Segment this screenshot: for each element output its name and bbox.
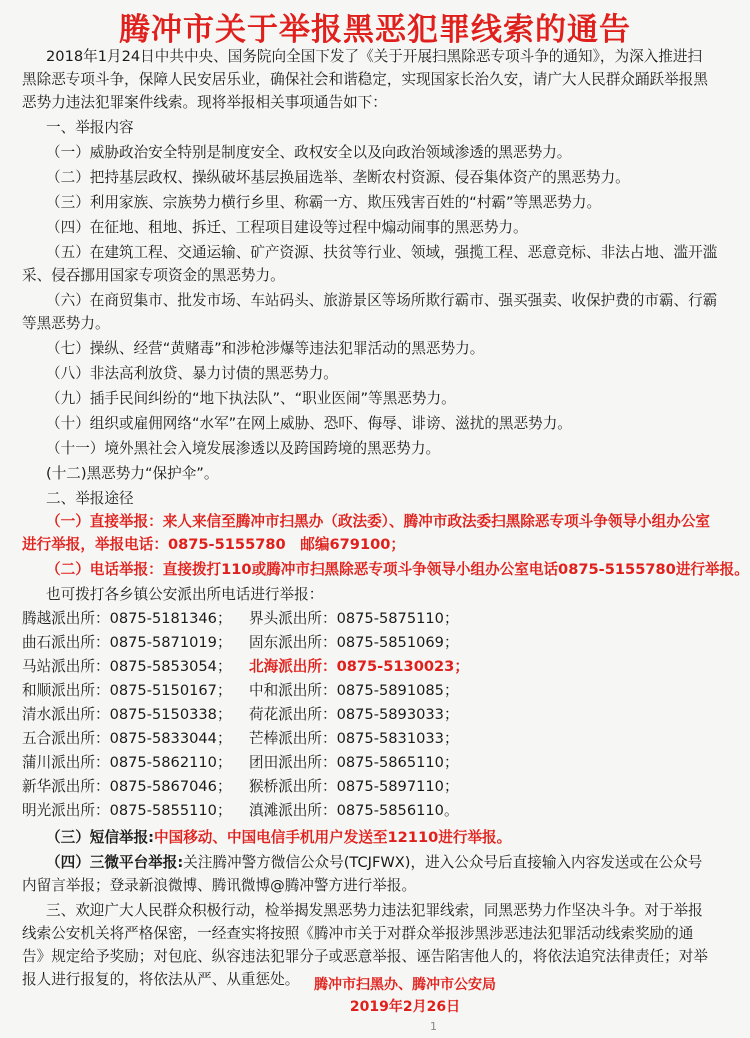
sms-text: 中国移动、中国电信手机用户发送至12110进行举报。 [154, 829, 512, 846]
intro-line-2: 黑除恶专项斗争，保障人民安居乐业，确保社会和谐稳定，实现国家长治久安，请广大人民群众踊跃举报黑 [22, 71, 708, 88]
station-beihai: 北海派出所：0875-5130023； [249, 658, 469, 675]
station-houqiao: 猴桥派出所：0875-5897110； [249, 778, 459, 795]
channel2: （二）电话举报：直接拨打110或腾冲市扫黑除恶专项斗争领导小组办公室电话0875-5155780进行举报。 [46, 561, 749, 578]
station-qushi: 曲石派出所：0875-5871019； [22, 634, 232, 651]
station-tengyue: 腾越派出所：0875-5181346； [22, 610, 232, 627]
intro-line-3: 恶势力违法犯罪案件线索。现将举报相关事项通告如下： [22, 94, 387, 111]
item-8: （八）非法高利放贷、暴力讨债的黑恶势力。 [46, 365, 338, 382]
intro-line-1: 2018年1月24日中共中央、国务院向全国下发了《关于开展扫黑除恶专项斗争的通知》，为深入推进扫 [46, 48, 703, 65]
station-zhonghe: 中和派出所：0875-5891085； [249, 682, 459, 699]
station-mazhan: 马站派出所：0875-5853054； [22, 658, 232, 675]
station-tuantian: 团田派出所：0875-5865110； [249, 754, 459, 771]
station-jietou: 界头派出所：0875-5875110； [249, 610, 459, 627]
item-10: （十）组织或雇佣网络“水军”在网上威胁、恐吓、侮辱、诽谤、滋扰的黑恶势力。 [46, 415, 572, 432]
police-intro: 也可拨打各乡镇公安派出所电话进行举报： [46, 586, 324, 603]
channel1-line-1: （一）直接举报：来人来信至腾冲市扫黑办（政法委）、腾冲市政法委扫黑除恶专项斗争领导小组办公室 [46, 513, 711, 530]
station-wuhe: 五合派出所：0875-5833044； [22, 730, 232, 747]
item-5-cont: 采、侵吞挪用国家专项资金的黑恶势力。 [22, 267, 285, 284]
section3-line-3: 告》规定给予奖励；对包庇、纵容违法犯罪分子或恶意举报、诬告陷害他人的，将依法追究法律责任；对举 [22, 948, 708, 965]
station-diantan: 滇滩派出所：0875-5856110。 [249, 802, 459, 819]
item-5: （五）在建筑工程、交通运输、矿产资源、扶贫等行业、领域，强揽工程、恶意竞标、非法占地、滥开滥 [46, 244, 718, 261]
station-mangbang: 芒棒派出所：0875-5831033； [249, 730, 459, 747]
section3-line-4: 报人进行报复的，将依法从严、从重惩处。 [22, 971, 300, 988]
item-7: （七）操纵、经营“黄赌毒”和涉枪涉爆等违法犯罪活动的黑恶势力。 [46, 340, 485, 357]
wechat-label: （四）三微平台举报: [46, 854, 184, 871]
section2-heading: 二、举报途径 [46, 490, 134, 507]
station-gudong: 固东派出所：0875-5851069； [249, 634, 459, 651]
station-xinhua: 新华派出所：0875-5867046； [22, 778, 232, 795]
wechat-line-2: 内留言举报；登录新浪微博、腾讯微博@腾冲警方进行举报。 [22, 877, 417, 894]
sms-line [46, 828, 511, 848]
item-6: （六）在商贸集市、批发市场、车站码头、旅游景区等场所欺行霸市、强买强卖、收保护费的市霸、行霸 [46, 292, 718, 309]
item-6-cont: 等黑恶势力。 [22, 315, 110, 332]
item-2: （二）把持基层政权、操纵破坏基层换届选举、垄断农村资源、侵吞集体资产的黑恶势力。 [46, 169, 630, 186]
page-number: 1 [430, 1020, 437, 1033]
notice-title: 腾冲市关于举报黑恶犯罪线索的通告 [119, 12, 631, 48]
item-4: （四）在征地、租地、拆迁、工程项目建设等过程中煽动闹事的黑恶势力。 [46, 219, 528, 236]
item-1: （一）威胁政治安全特别是制度安全、政权安全以及向政治领域渗透的黑恶势力。 [46, 144, 572, 161]
wechat-text: 关注腾冲警方微信公众号(TCJFWX)，进入公众号后直接输入内容发送或在公众号 [183, 854, 703, 871]
section3-line-1: 三、欢迎广大人民群众积极行动，检举揭发黑恶势力违法犯罪线索，同黑恶势力作坚决斗争。对于举报 [46, 902, 703, 919]
issuer: 腾冲市扫黑办、腾冲市公安局 [314, 977, 496, 993]
section3-line-2: 线索公安机关将严格保密，一经查实将按照《腾冲市关于对群众举报涉黑涉恶违法犯罪活动线索奖励的通 [22, 925, 694, 942]
channel1-line-2: 进行举报，举报电话：0875-5155780 邮编679100； [22, 536, 405, 553]
sms-label: （三）短信举报: [46, 829, 154, 846]
wechat-line [46, 853, 702, 873]
item-11: （十一）境外黑社会入境发展渗透以及跨国跨境的黑恶势力。 [46, 440, 441, 457]
station-qingshui: 清水派出所：0875-5150338； [22, 706, 232, 723]
station-puchuan: 蒲川派出所：0875-5862110； [22, 754, 232, 771]
item-9: （九）插手民间纠纷的“地下执法队”、“职业医闹”等黑恶势力。 [46, 390, 456, 407]
item-3: （三）利用家族、宗族势力横行乡里、称霸一方、欺压残害百姓的“村霸”等黑恶势力。 [46, 194, 602, 211]
station-heshun: 和顺派出所：0875-5150167； [22, 682, 232, 699]
section1-heading: 一、举报内容 [46, 119, 134, 136]
item-12: (十二)黑恶势力“保护伞”。 [46, 465, 219, 482]
station-hehua: 荷花派出所：0875-5893033； [249, 706, 459, 723]
station-mingguang: 明光派出所：0875-5855110； [22, 802, 232, 819]
date: 2019年2月26日 [349, 999, 461, 1015]
